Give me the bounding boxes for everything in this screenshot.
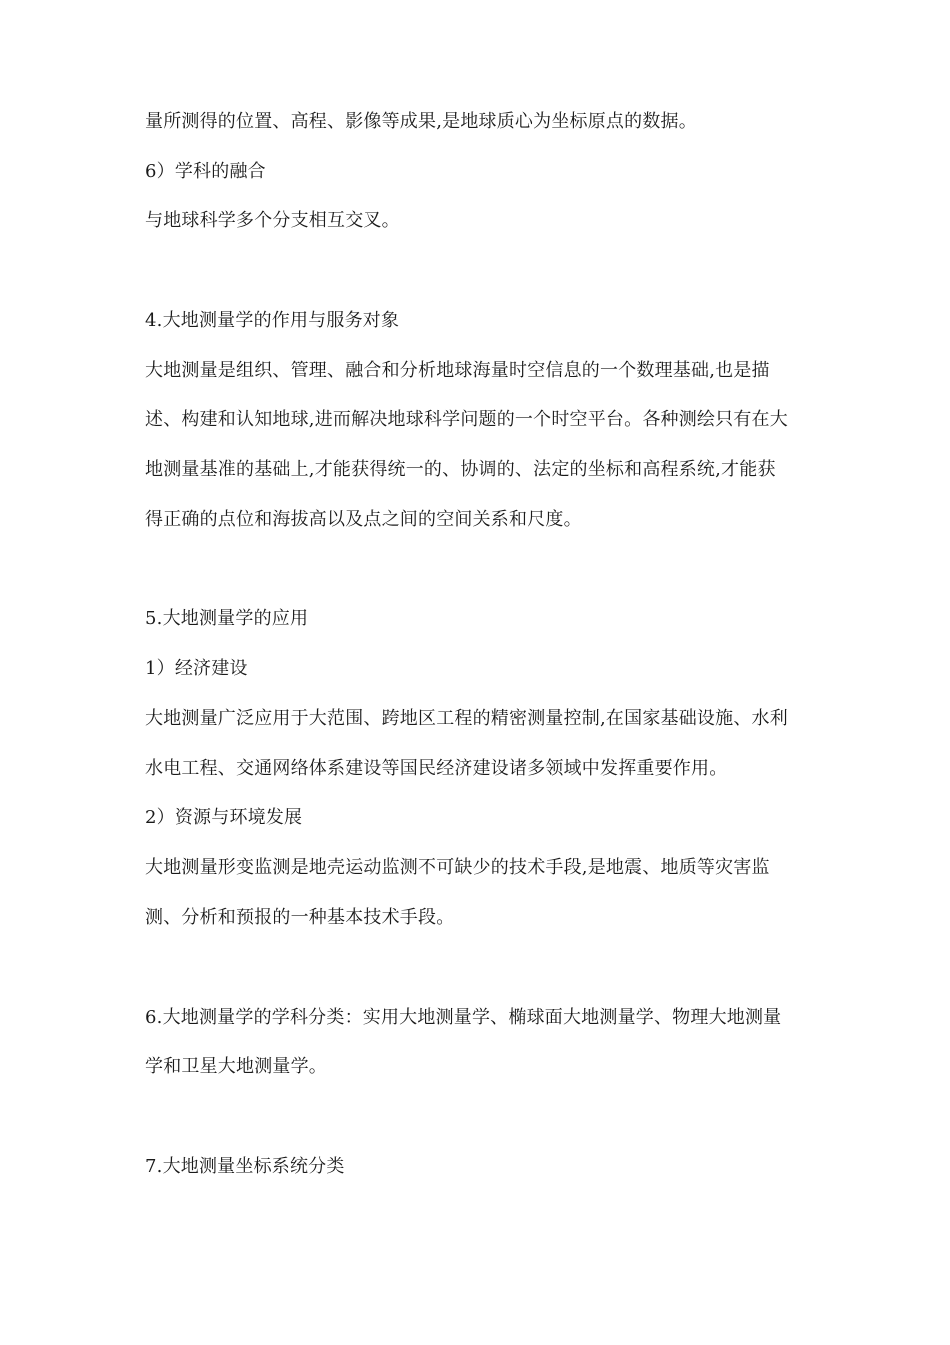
text-line: 与地球科学多个分支相互交叉。 — [145, 210, 400, 231]
text-line: 学和卫星大地测量学。 — [145, 1056, 327, 1077]
text-line: 量所测得的位置、高程、影像等成果,是地球质心为坐标原点的数据。 — [145, 111, 697, 132]
section-heading: 6.大地测量学的学科分类：实用大地测量学、椭球面大地测量学、物理大地测量 — [145, 1007, 782, 1028]
text-line: 述、构建和认知地球,进而解决地球科学问题的一个时空平台。各种测绘只有在大 — [145, 409, 788, 430]
text-line: 测、分析和预报的一种基本技术手段。 — [145, 907, 455, 928]
text-line: 大地测量形变监测是地壳运动监测不可缺少的技术手段,是地震、地质等灾害监 — [145, 857, 770, 878]
text-line: 地测量基准的基础上,才能获得统一的、协调的、法定的坐标和高程系统,才能获 — [145, 459, 776, 480]
section-heading: 4.大地测量学的作用与服务对象 — [145, 310, 400, 331]
text-line: 得正确的点位和海拔高以及点之间的空间关系和尺度。 — [145, 509, 582, 530]
section-heading: 5.大地测量学的应用 — [145, 608, 309, 629]
subsection-heading: 1）经济建设 — [145, 658, 248, 679]
text-line: 大地测量广泛应用于大范围、跨地区工程的精密测量控制,在国家基础设施、水利 — [145, 708, 788, 729]
text-line: 水电工程、交通网络体系建设等国民经济建设诸多领域中发挥重要作用。 — [145, 758, 728, 779]
section-heading: 7.大地测量坐标系统分类 — [145, 1156, 345, 1177]
subsection-heading: 2）资源与环境发展 — [145, 807, 303, 828]
text-line: 大地测量是组织、管理、融合和分析地球海量时空信息的一个数理基础,也是描 — [145, 360, 770, 381]
subsection-heading: 6）学科的融合 — [145, 161, 266, 182]
